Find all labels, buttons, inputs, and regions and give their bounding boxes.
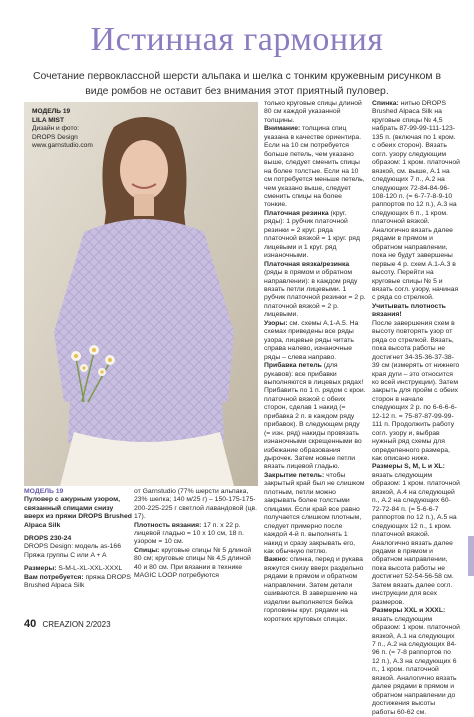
model-photo — [24, 102, 258, 486]
patterns-text: см. схемы А.1-А.5. На схемах приведены все ряды узора, лицевые ряды читать справа налево, изнаночные ряды – слева направо. — [264, 319, 359, 361]
bind-text: чтобы закрытый край был не слишком плотным, петли можно закрывать более толстыми спицами. Если край все равно получается слишком плотным, следует примерно после каждой 4-й п. выполнять 1 накид и сразу закрывать его, как обычную петлю. — [264, 471, 365, 556]
page-subtitle: Сочетание первоклассной шерсти альпака и шелка с тонким кружевным рисунком в виде ромбов не оставит без внимания этот приятный пуловер. — [33, 71, 441, 97]
page-footer — [24, 618, 111, 630]
patterns-label: Узоры: — [264, 319, 288, 327]
needles-text: круговые спицы № 5 длиной 80 см; круговые спицы № 4,5 длиной 40 и 80 см. При вязании в технике MAGIC LOOP потребуются — [134, 546, 252, 580]
sizes-text: S-M-L-XL-XXL-XXXL — [56, 565, 123, 573]
page-title: Истинная гармония — [90, 21, 384, 58]
attention-label: Внимание: — [264, 125, 301, 133]
needles-label: Спицы: — [134, 546, 160, 554]
inc-text: (для рукавов): все прибавки выполняются в лицевых рядах! Прибавить по 1 п. рядом с крои. платочной вязкой с обеих сторон, сделав 1 накид (= прибавка 2 п. в каждом ряду прибавок). В следующем ряду (= изн. ряд) накиды провязать изнаночными скрещенными во избежание образования дырочек. Затем новые петли вязать лицевой гладью. — [264, 362, 366, 471]
pattern-sizes — [24, 565, 134, 573]
pattern-materials — [134, 488, 258, 580]
pattern-code-text: DROPS Design: модель as-166 Пряжа группы C или A + A — [24, 543, 121, 559]
col2-p1: только круговые спицы длиной 80 см каждой указанной толщины. — [264, 100, 362, 124]
sizes1-label: Размеры S, M, L и XL: — [372, 463, 445, 471]
density-text: 17 п. x 22 р. лицевой гладью = 10 x 10 см, 18 п. узором = 10 см. — [134, 521, 244, 546]
magazine-name: CREAZION 2/2023 — [42, 620, 111, 629]
model-caption — [32, 108, 93, 151]
after-text: После завершения схем в высоту повторять узор от ряда со стрелкой. Вязать, пока высота работы не достигнет 34-35-36-37-38-39 см (измерять от нижнего края дуги – это относится ко всей инструкции). Затем закрыть для пройм с обеих сторон в начале следующих 2 р. по 6-6-6-6-12-12 п. = 75-87-87-99-99-111 п. Продолжить работу согл. узору и, выбрав нужный ряд схемы для определенного размера, как описано ниже. — [372, 319, 460, 463]
inc-label: Прибавка петель — [264, 362, 322, 370]
sizes-label: Размеры: — [24, 565, 57, 573]
attention-text: толщина спиц указана в качестве ориентира. Если на 10 см потребуется больше петель, чем указано выше, следует сменить спицы на более толстые. Если на 10 см потребуется меньше петель, чем указано выше, следует сменить спицы на более тонкие. — [264, 125, 365, 209]
rib2-label: Платочная вязка/резинка — [264, 260, 350, 268]
important-label: Важно: — [264, 556, 289, 564]
caption-brand: DROPS Design — [32, 133, 78, 141]
page-number: 40 — [24, 618, 37, 630]
pattern-header — [24, 488, 134, 590]
pattern-description: Пуловер с ажурным узором, связанный спицами снизу вверх из пряжи DROPS Brushed Alpaca Silk — [24, 496, 132, 529]
caption-design: Дизайн и фото: — [32, 125, 79, 133]
caption-site: www.garnstudio.com — [32, 142, 93, 150]
instructions-column-2 — [264, 100, 366, 624]
yarn-text: от Garnstudio (77% шерсти альпака, 23% шелка; 140 м/25 г) – 150-175-175-200-225-225 г светлой лавандовой (цв. 17). — [134, 488, 257, 521]
rib-label: Платочная резинка — [264, 209, 329, 217]
back-text: нитью DROPS Brushed Alpaca Silk на круговые спицы № 4,5 набрать 87-99-99-111-123-135 п. (включая по 1 кром. с обеих сторон). Вязать согл. узору следующим образом: 1 кром. платочной вязкой, см. выше, А.1 на следующих 7 п., А.2 на следующих 72-84-84-96-108-120 п. (= 6-7-7-8-9-10 раппортов по 12 п.), А.3 на следующих 6 п., 1 кром. платочной вязкой. Аналогично вязать далее рядами в прямом и обратном направлении, пока не будут завершены первые 4 р. схем А.1-А.3 в высоту. Перейти на круговые спицы № 5 и вязать согл. узору, начиная с ряда со стрелкой. — [372, 100, 460, 302]
density-label: Плотность вязания: — [134, 521, 202, 529]
instructions-column-3 — [372, 100, 460, 717]
important-text: спинка, перед и рукава вяжутся снизу вверх раздельно рядами в прямом и обратном направлении. Затем детали сшиваются. В завершение на изделии выполняется бейка горловины круг. рядами на коротких круговых спицах. — [264, 556, 364, 623]
need-label: Вам потребуется: — [24, 573, 84, 581]
bind-label: Закрытие петель: — [264, 471, 325, 479]
need-text: пряжа DROPS Brushed Alpaca Silk — [24, 573, 131, 590]
sizes2-label: Размеры XXL и XXXL: — [372, 607, 446, 615]
side-tab-mark — [468, 536, 474, 576]
model-photo-illustration — [24, 102, 258, 486]
pattern-need — [24, 574, 134, 591]
caption-name: LILA MIST — [32, 116, 64, 124]
density-check: Учитывать плотность вязания! — [372, 302, 446, 319]
back-label: Спинка: — [372, 100, 399, 107]
caption-model: МОДЕЛЬ 19 — [32, 108, 71, 115]
rib-text: (круг. ряды): 1 рубчик платочной резинки = 2 круг. ряда платочной вязкой = 1 круг. ряд лицевыми и 1 круг. ряд изнаночными. — [264, 209, 360, 260]
sizes1-text: вязать следующим образом: 1 кром. платочной вязкой, А.4 на следующей п., А.2 на следующих 60-72-72-84 п. (= 5-6-6-7 раппортов по 12 п.), А.5 на следующих 12 п., 1 кром. платочной вязкой. Аналогично вязать далее рядами в прямом и обратном направлении, пока высота работы не достигнет 52-54-56-58 см. Затем вязать далее согл. инструкции для всех размеров. — [372, 471, 460, 606]
sizes2-text: вязать следующим образом: 1 кром. платочной вязкой, А.1 на следующих 7 п., А.2 на следующих 84-96 п. (= 7-8 раппортов по 12 п.), А.3 на следующих 6 п., 1 кром. платочной вязкой. Аналогично вязать далее рядами в прямом и обратном направлении до достижения высоты работы 60-62 см. — [372, 615, 460, 716]
pattern-model: МОДЕЛЬ 19 — [24, 488, 64, 495]
pattern-code-title: DROPS 230-24 — [24, 535, 72, 543]
rib2-text: (ряды в прямом и обратном направлении): в каждом ряду вязать петли лицевыми. 1 рубчик платочной резинки = 2 р. платочной вязкой = 2 р. лицевыми. — [264, 269, 366, 319]
